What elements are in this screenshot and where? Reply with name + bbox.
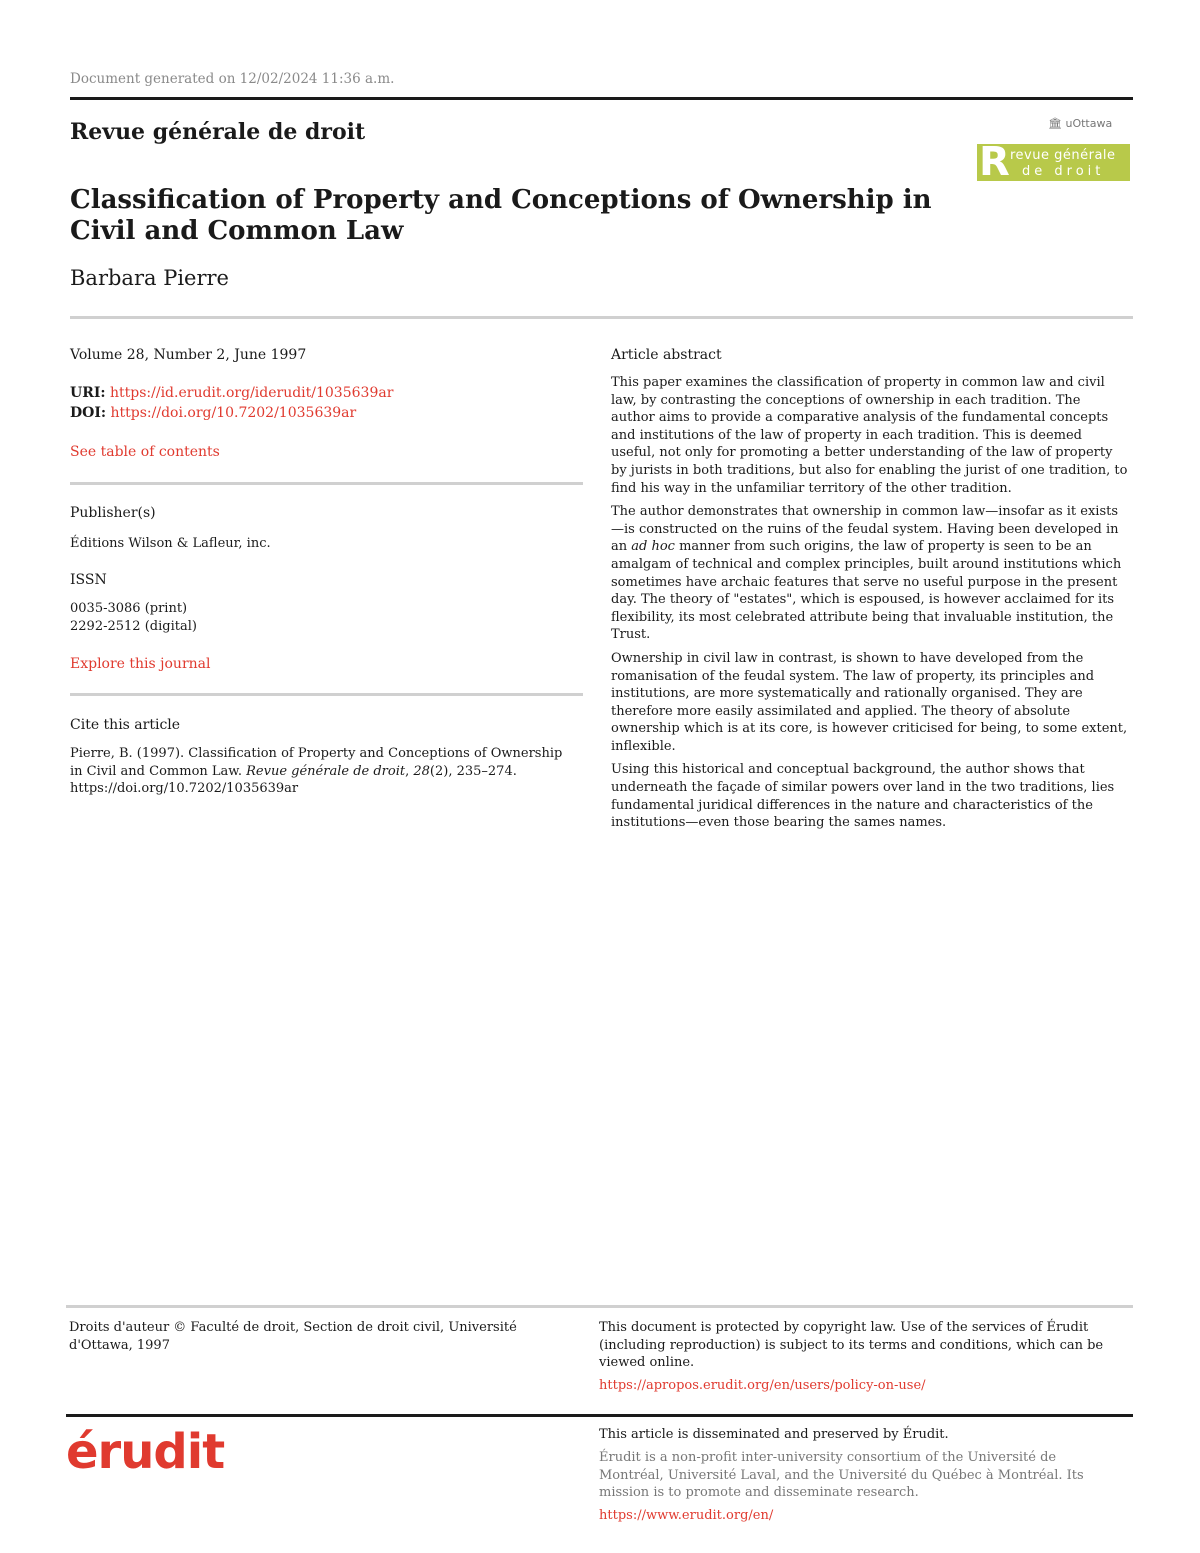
left-rule-1 (70, 482, 583, 485)
erudit-website-link[interactable]: https://www.erudit.org/en/ (599, 1508, 774, 1523)
abstract-paragraph: Ownership in civil law in contrast, is shown to have developed from the romanisation of the feudal system. The law of property, its principles and institutions, are more systematically and rationally organised. They are therefore more easily assimilated and applied. The theory of absolute ownership which is at its core, is however criticised for being, to some extent, inflexible. (611, 650, 1128, 754)
uottawa-logo (1048, 117, 1112, 130)
doi-label: DOI: (70, 405, 107, 421)
article-author: Barbara Pierre (70, 266, 229, 290)
journal-logo-line2: de droit (1022, 164, 1105, 179)
abstract-text: manner from such origins, the law of property is seen to be an amalgam of technical and complex principles, built around institutions which sometimes have archaic features that serve no useful purpose in the present day. The theory of "estates", which is espoused, is however acclaimed for its flexibility, its most celebrated attribute being that invaluable institution, the Trust. (611, 539, 1122, 643)
erudit-about: Érudit is a non-profit inter-university consortium of the Université de Montréal, Université Laval, and the Université du Québec à Montréal. Its mission is to promote and disseminate research. (599, 1450, 1084, 1500)
abstract-heading: Article abstract (611, 347, 722, 363)
abstract-paragraph: Using this historical and conceptual background, the author shows that underneath the façade of similar powers over land in the two traditions, lies fundamental juridical differences in the nature and characteristics of the institutions—even those bearing the sames names. (611, 762, 1115, 831)
title-rule (70, 316, 1133, 319)
abstract-text: The author demonstrates that ownership in common law—insofar as it exists—is constructed on the ruins of the feudal system. Having been developed in an (611, 504, 1119, 555)
journal-logo-line1: revue générale (1010, 148, 1116, 163)
citation-authors-title: Pierre, B. (1997). Classification of Property and Conceptions of Ownership in Civil and Common Law. (70, 746, 563, 779)
publisher-heading: Publisher(s) (70, 505, 156, 521)
building-icon: 🏛 (1048, 117, 1062, 130)
issn-print: 0035-3086 (print) (70, 601, 188, 616)
publisher-name: Éditions Wilson & Lafleur, inc. (70, 536, 271, 551)
abstract-paragraph: This paper examines the classification of property in common law and civil law, by contrasting the conceptions of ownership in each tradition. The author aims to provide a comparative analysis of the fundamental concepts and institutions of the law of property in each tradition. This is deemed useful, not only for promoting a better understanding of the law of property by jurists in both traditions, but also for enabling the jurist of one tradition, to find his way in the unfamiliar territory of the other tradition. (611, 375, 1128, 496)
erudit-logo: érudit (66, 1424, 225, 1480)
generated-date: Document generated on 12/02/2024 11:36 a.m. (70, 71, 395, 87)
disseminated-notice: This article is disseminated and preserved by Érudit. (599, 1427, 949, 1442)
citation (70, 745, 575, 798)
footer-dark-rule (66, 1414, 1133, 1417)
journal-name: Revue générale de droit (70, 119, 366, 145)
citation-separator: , (405, 763, 410, 779)
cite-heading: Cite this article (70, 717, 181, 733)
uottawa-label: uOttawa (1065, 117, 1113, 130)
article-title: Classification of Property and Conceptions of Ownership in Civil and Common Law (70, 185, 932, 246)
abstract-emphasis: ad hoc (631, 539, 675, 555)
issn-digital: 2292-2512 (digital) (70, 619, 197, 634)
citation-pages-doi: (2), 235–274. https://doi.org/10.7202/1035639ar (70, 763, 517, 796)
policy-link[interactable]: https://apropos.erudit.org/en/users/policy-on-use/ (599, 1378, 926, 1393)
issn-heading: ISSN (70, 572, 107, 588)
explore-journal-link[interactable]: Explore this journal (70, 656, 211, 672)
copyright-notice: Droits d'auteur © Faculté de droit, Section de droit civil, Université d'Ottawa, 1997 (69, 1320, 517, 1353)
citation-volume: 28 (413, 763, 430, 779)
protection-notice: This document is protected by copyright law. Use of the services of Érudit (including reproduction) is subject to its terms and conditions, which can be viewed online. (599, 1320, 1104, 1370)
footer-rule (66, 1305, 1133, 1308)
citation-journal: Revue générale de droit (246, 763, 406, 779)
doi-link[interactable]: https://doi.org/10.7202/1035639ar (110, 405, 357, 421)
table-of-contents-link[interactable]: See table of contents (70, 444, 220, 460)
abstract-body (611, 374, 1128, 838)
uri-link[interactable]: https://id.erudit.org/iderudit/1035639ar (110, 385, 394, 401)
journal-logo-letter: R (979, 139, 1010, 185)
volume-info: Volume 28, Number 2, June 1997 (70, 347, 307, 363)
abstract-paragraph (611, 503, 1128, 644)
uri-label: URI: (70, 385, 106, 401)
doi-line (70, 405, 356, 421)
left-rule-2 (70, 693, 583, 696)
uri-line (70, 385, 393, 401)
header-rule (70, 97, 1133, 100)
